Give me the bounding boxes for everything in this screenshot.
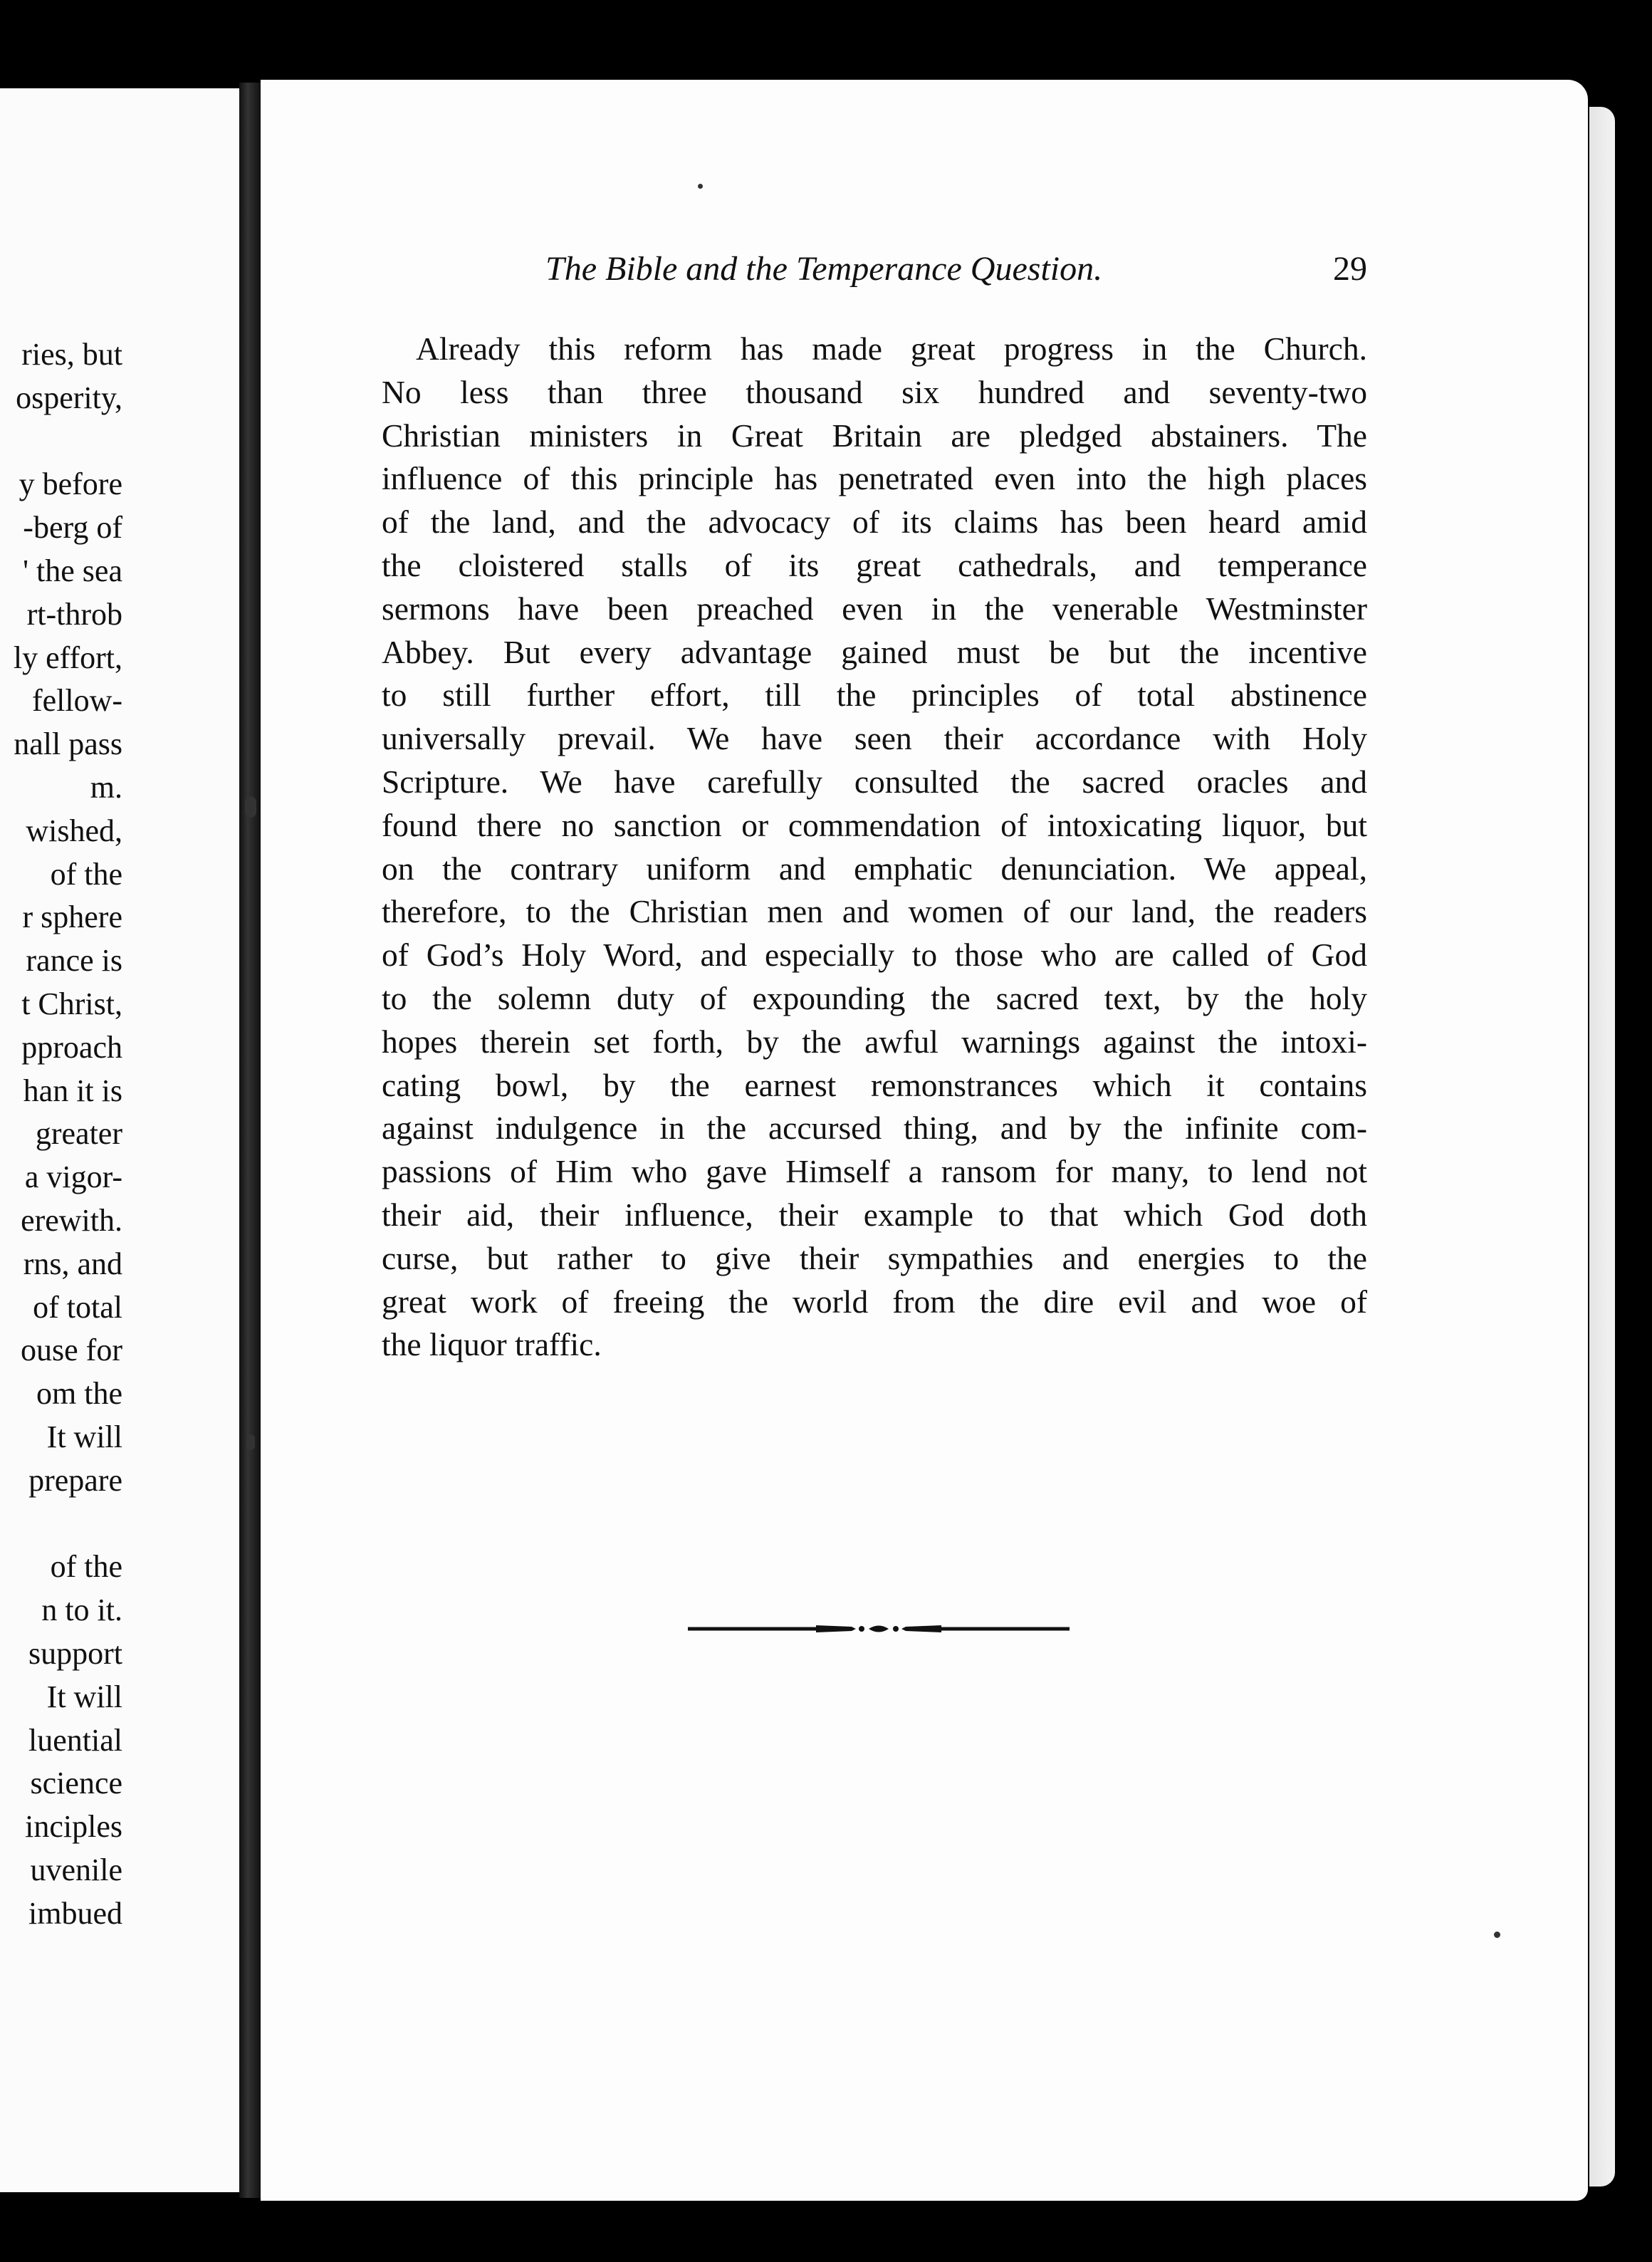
left-page-text-fragment: ouse for [21,1333,122,1368]
page-number: 29 [1333,250,1367,288]
left-page-text-fragment: ' the sea [23,553,122,588]
left-page-text-fragment: pproach [21,1029,122,1065]
left-page-text-fragment: erewith. [21,1203,122,1238]
text-line: great work of freeing the world from the dire evil and woe of [382,1283,1367,1320]
page-edge [1589,107,1615,2187]
left-page-text-fragment: rance is [26,943,122,979]
left-page-text-fragment: m. [90,770,122,805]
left-page-text-fragment: a vigor- [24,1159,122,1195]
left-page-text-fragment: han it is [23,1073,122,1108]
left-facing-page [0,88,241,2192]
left-page-text-fragment: imbued [28,1895,122,1931]
left-page-text-fragment: osperity, [16,380,122,415]
printing-speck [698,184,703,189]
left-page-text-fragment: nall pass [14,726,122,762]
text-line: found there no sanction or commendation of intoxicating liquor, but [382,806,1367,843]
text-line: the liquor traffic. [382,1326,602,1363]
text-line: curse, but rather to give their sympathies and energies to the [382,1239,1367,1276]
left-page-text-fragment: rns, and [23,1246,122,1281]
text-line: Scripture. We have carefully consulted the sacred oracles and [382,763,1367,800]
text-line: their aid, their influence, their example to that which God doth [382,1196,1367,1233]
text-line: against indulgence in the accursed thing, and by the infinite com- [382,1110,1367,1147]
text-line: to still further effort, till the principles of total abstinence [382,677,1367,714]
text-line: Christian ministers in Great Britain are pledged abstainers. The [382,417,1367,454]
left-page-text-fragment: ly effort, [13,640,122,675]
left-page-text-fragment: of the [50,856,122,892]
left-page-text-fragment: wished, [26,813,122,848]
left-page-text-fragment: support [28,1636,122,1671]
book-gutter [239,83,261,2198]
left-page-text-fragment: It will [46,1419,122,1454]
text-line: Abbey. But every advantage gained must be but the incentive [382,633,1367,670]
left-page-text-fragment: om the [36,1376,122,1412]
text-line: of the land, and the advocacy of its claims has been heard amid [382,504,1367,541]
left-page-text-fragment: prepare [28,1462,122,1498]
body-text [382,328,1367,1367]
text-line: No less than three thousand six hundred and seventy-two [382,373,1367,410]
running-head [545,249,1367,288]
left-page-text-fragment: y before [19,467,122,502]
text-line: cating bowl, by the earnest remonstrances which it contains [382,1066,1367,1103]
printing-speck [245,796,256,818]
ornamental-divider [688,1618,1070,1640]
text-line: influence of this principle has penetrated even into the high places [382,460,1367,497]
left-page-text-fragment: It will [46,1679,122,1714]
text-line: the cloistered stalls of its great cathedrals, and temperance [382,546,1367,583]
text-line: therefore, to the Christian men and women of our land, the readers [382,893,1367,930]
text-line: universally prevail. We have seen their accordance with Holy [382,720,1367,757]
left-page-text-fragment: of the [50,1549,122,1585]
text-line: Already this reform has made great progress in the Church. [416,330,1367,367]
text-line: on the contrary uniform and emphatic denunciation. We appeal, [382,850,1367,887]
left-page-text-fragment: r sphere [22,900,122,935]
text-line: hopes therein set forth, by the awful warnings against the intoxi- [382,1023,1367,1060]
left-page-text-fragment: -berg of [23,510,122,546]
text-line: passions of Him who gave Himself a ransom for many, to lend not [382,1153,1367,1190]
left-page-text-fragment: of total [33,1289,122,1325]
left-page-text-fragment: luential [28,1722,122,1758]
printing-speck [246,1434,255,1450]
text-line: to the solemn duty of expounding the sacred text, by the holy [382,979,1367,1016]
left-page-text-fragment: t Christ, [21,986,122,1021]
left-page-text-fragment: greater [35,1116,122,1152]
text-line: of God’s Holy Word, and especially to those who are called of God [382,937,1367,974]
left-page-text-fragment: ries, but [21,337,122,372]
left-page-text-fragment: rt-throb [26,596,122,632]
left-page-text-fragment: science [30,1766,122,1801]
left-page-text-fragment: fellow- [31,683,122,719]
left-page-text-fragment: n to it. [41,1593,122,1628]
left-page-text-fragment: uvenile [30,1852,122,1887]
text-line: sermons have been preached even in the venerable Westminster [382,590,1367,627]
running-head-title: The Bible and the Temperance Question. [545,250,1103,288]
left-page-text-fragment: inciples [25,1809,122,1845]
printing-speck [1494,1932,1500,1938]
